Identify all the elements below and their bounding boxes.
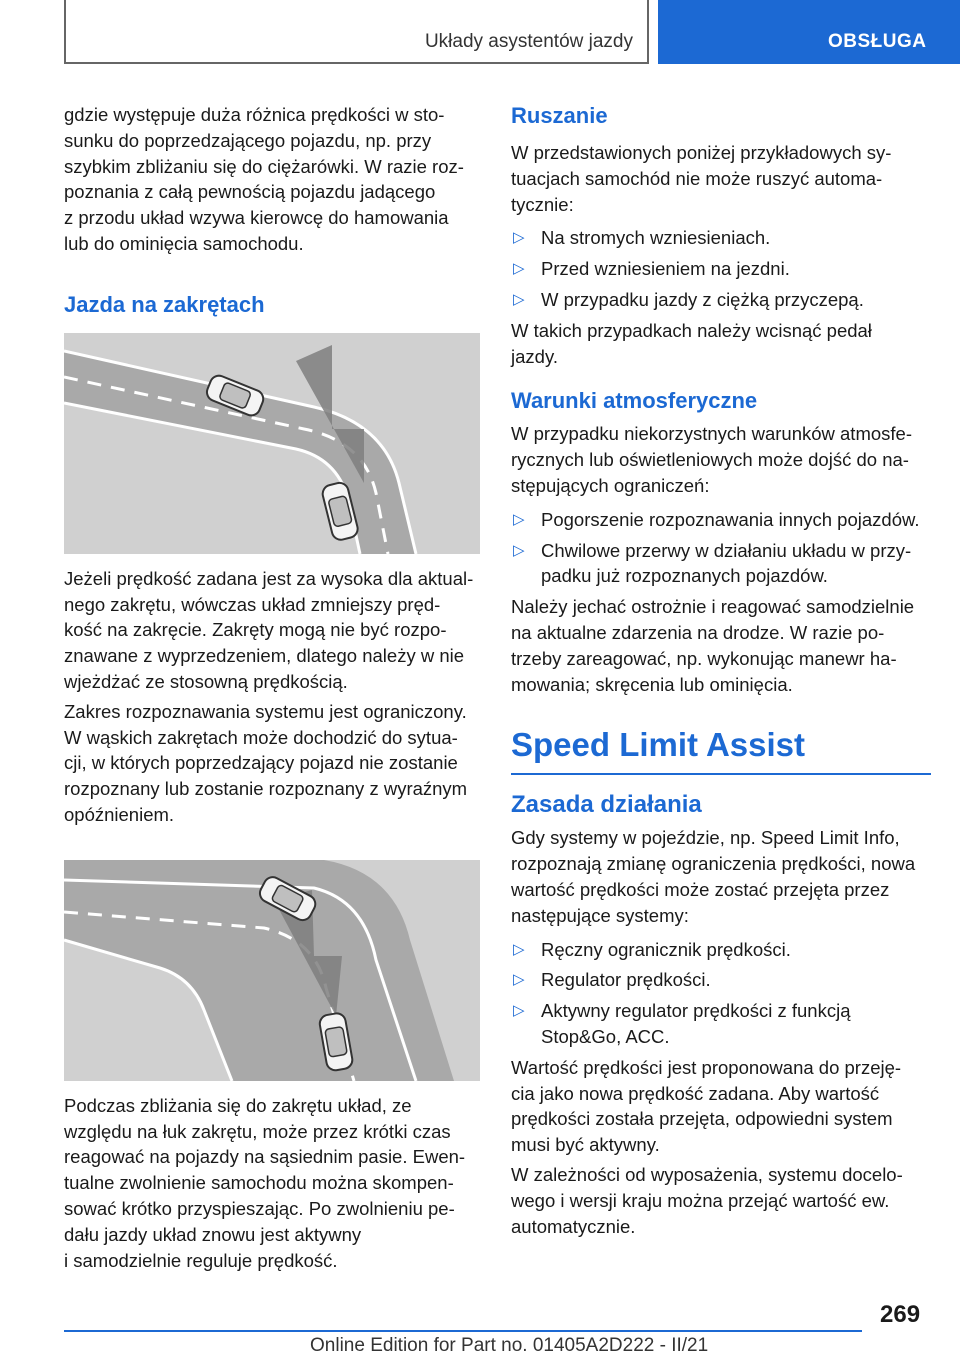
list-item-text: Aktywny regulator prędkości z funkcją <box>541 1000 851 1022</box>
text-line: Należy jechać ostrożnie i reagować samodzielnie <box>511 596 915 618</box>
text-line: Gdy systemy w pojeździe, np. Speed Limit Info, <box>511 827 900 849</box>
header-section-box <box>64 0 649 64</box>
text-line: cji, w których poprzedzający pojazd nie zostanie <box>64 752 458 774</box>
triangle-bullet-icon: ▷ <box>513 971 525 989</box>
principle-list <box>511 937 931 1050</box>
weather-intro-paragraph <box>511 421 931 498</box>
triangle-bullet-icon: ▷ <box>513 940 525 958</box>
triangle-bullet-icon: ▷ <box>513 290 525 308</box>
text-line: W przypadku niekorzystnych warunków atmosfe- <box>511 423 912 445</box>
header-chapter-label: OBSŁUGA <box>828 31 927 52</box>
list-item-text: Regulator prędkości. <box>541 969 711 991</box>
text-line: tycznie: <box>511 193 574 215</box>
text-line: następujące systemy: <box>511 904 689 926</box>
list-item-text: W przypadku jazdy z ciężką przyczepą. <box>541 288 864 310</box>
adjacent-lane-paragraph <box>64 1093 484 1274</box>
weather-list <box>511 507 931 589</box>
list-item <box>511 538 931 590</box>
text-line: sunku do poprzedzającego pojazdu, np. przy <box>64 129 432 151</box>
triangle-bullet-icon: ▷ <box>513 229 525 247</box>
text-line: względu na łuk zakrętu, może przez krótki czas <box>64 1120 451 1142</box>
text-line: na aktualne zdarzenia na drodze. W razie po- <box>511 621 885 643</box>
list-item-text: Na stromych wzniesieniach. <box>541 227 771 249</box>
text-line: tuacjach samochód nie może ruszyć automa- <box>511 167 883 189</box>
text-line: cia jako nowa prędkość zadana. Aby wartość <box>511 1082 880 1104</box>
text-line: mowania; skręcenia lub ominięcia. <box>511 673 793 695</box>
page-number: 269 <box>880 1301 921 1328</box>
text-line: tualne zwolnienie samochodu można skompen- <box>64 1172 454 1194</box>
text-line: stępujących ograniczeń: <box>511 474 710 496</box>
footer-rule <box>64 1330 862 1332</box>
list-item <box>511 507 931 533</box>
text-line: dału jazdy układ znowu jest aktywny <box>64 1223 362 1245</box>
text-line: kość na zakręcie. Zakręty mogą nie być rozpo- <box>64 619 447 641</box>
text-line: znawane z wyprzedzeniem, dlatego należy w nie <box>64 645 465 667</box>
text-line: nego zakrętu, wówczas układ zmniejszy pręd- <box>64 593 441 615</box>
text-line: wego i wersji kraju można przejąć wartość ew. <box>511 1189 890 1211</box>
start-list <box>511 225 931 312</box>
footer-edition-text: Online Edition for Part no. 01405A2D222 - II/21 <box>310 1335 709 1356</box>
curve-illustration-2 <box>64 860 480 1081</box>
list-item-text: Ręczny ogranicznik prędkości. <box>541 938 791 960</box>
list-item <box>511 225 931 251</box>
text-line: W wąskich zakrętach może dochodzić do sytua- <box>64 726 458 748</box>
text-line: automatycznie. <box>511 1215 636 1237</box>
curve-illustration-1 <box>64 333 480 554</box>
curve-diagram-2 <box>64 860 480 1081</box>
proposal-paragraph <box>511 1055 931 1158</box>
start-intro-paragraph <box>511 140 931 217</box>
text-line: poznania z całą pewnością pojazdu jadącego <box>64 181 436 203</box>
list-item <box>511 287 931 313</box>
text-line: W przedstawionych poniżej przykładowych sy- <box>511 142 892 163</box>
curves-heading: Jazda na zakrętach <box>64 291 265 317</box>
weather-outro-paragraph <box>511 594 931 697</box>
header-chapter-tab[interactable] <box>658 0 960 64</box>
curve-speed-paragraph <box>64 566 484 695</box>
right-column <box>511 102 931 1243</box>
intro-paragraph <box>64 102 484 257</box>
text-line: musi być aktywny. <box>511 1134 660 1156</box>
text-line: i samodzielnie reguluje prędkość. <box>64 1249 338 1271</box>
text-line: opóźnieniem. <box>64 803 175 825</box>
curve-diagram-1 <box>64 333 480 554</box>
list-item <box>511 937 931 963</box>
triangle-bullet-icon: ▷ <box>513 541 525 559</box>
text-line: sować krótko przyspieszając. Po zwolnieniu pe- <box>64 1197 455 1219</box>
list-item-text: Stop&Go, ACC. <box>541 1025 670 1047</box>
start-outro-paragraph <box>511 318 931 370</box>
text-line: W takich przypadkach należy wcisnąć pedał <box>511 319 872 341</box>
list-item-text: Przed wzniesieniem na jezdni. <box>541 258 790 280</box>
list-item-text: Chwilowe przerwy w działaniu układu w przy- <box>541 539 912 561</box>
text-line: Zakres rozpoznawania systemu jest ograniczony. <box>64 700 467 722</box>
triangle-bullet-icon: ▷ <box>513 510 525 528</box>
triangle-bullet-icon: ▷ <box>513 1002 525 1020</box>
left-column <box>64 102 484 1277</box>
text-line: rozpoznany lub zostanie rozpoznany z wyraźnym <box>64 778 468 800</box>
text-line: lub do ominięcia samochodu. <box>64 232 304 254</box>
text-line: prędkości została przejęta, odpowiedni system <box>511 1108 893 1130</box>
list-item <box>511 998 931 1050</box>
list-item-text: padku już rozpoznanych pojazdów. <box>541 565 828 587</box>
speed-limit-assist-heading: Speed Limit Assist <box>511 725 931 775</box>
header-section-title: Układy asystentów jazdy <box>424 31 633 52</box>
text-line: Wartość prędkości jest proponowana do przeję- <box>511 1056 902 1078</box>
start-heading: Ruszanie <box>511 103 608 128</box>
text-line: jazdy. <box>511 345 558 367</box>
list-item <box>511 256 931 282</box>
weather-heading: Warunki atmosferyczne <box>511 388 758 414</box>
triangle-bullet-icon: ▷ <box>513 260 525 278</box>
text-line: szybkim zbliżaniu się do ciężarówki. W razie roz- <box>64 155 464 177</box>
text-line: rycznych lub oświetleniowych może dojść do na- <box>511 449 909 471</box>
equipment-paragraph <box>511 1162 931 1239</box>
list-item <box>511 967 931 993</box>
principle-intro-paragraph <box>511 825 931 928</box>
principle-heading: Zasada działania <box>511 791 702 819</box>
text-line: z przodu układ wzywa kierowcę do hamowania <box>64 207 449 229</box>
text-line: Podczas zbliżania się do zakrętu układ, ze <box>64 1094 412 1116</box>
text-line: trzeby zareagować, np. wykonując manewr ha- <box>511 647 897 669</box>
text-line: reagować na pojazdy na sąsiednim pasie. Ewen- <box>64 1146 466 1168</box>
detection-range-paragraph <box>64 699 484 828</box>
text-line: wjeżdżać ze stosowną prędkością. <box>64 670 348 692</box>
text-line: gdzie występuje duża różnica prędkości w sto- <box>64 104 445 125</box>
text-line: W zależności od wyposażenia, systemu docelo- <box>511 1163 903 1185</box>
text-line: Jeżeli prędkość zadana jest za wysoka dla aktual- <box>64 567 474 589</box>
text-line: wartość prędkości może zostać przejęta przez <box>511 878 890 900</box>
list-item-text: Pogorszenie rozpoznawania innych pojazdów. <box>541 508 920 530</box>
text-line: rozpoznają zmianę ograniczenia prędkości, nowa <box>511 853 916 875</box>
